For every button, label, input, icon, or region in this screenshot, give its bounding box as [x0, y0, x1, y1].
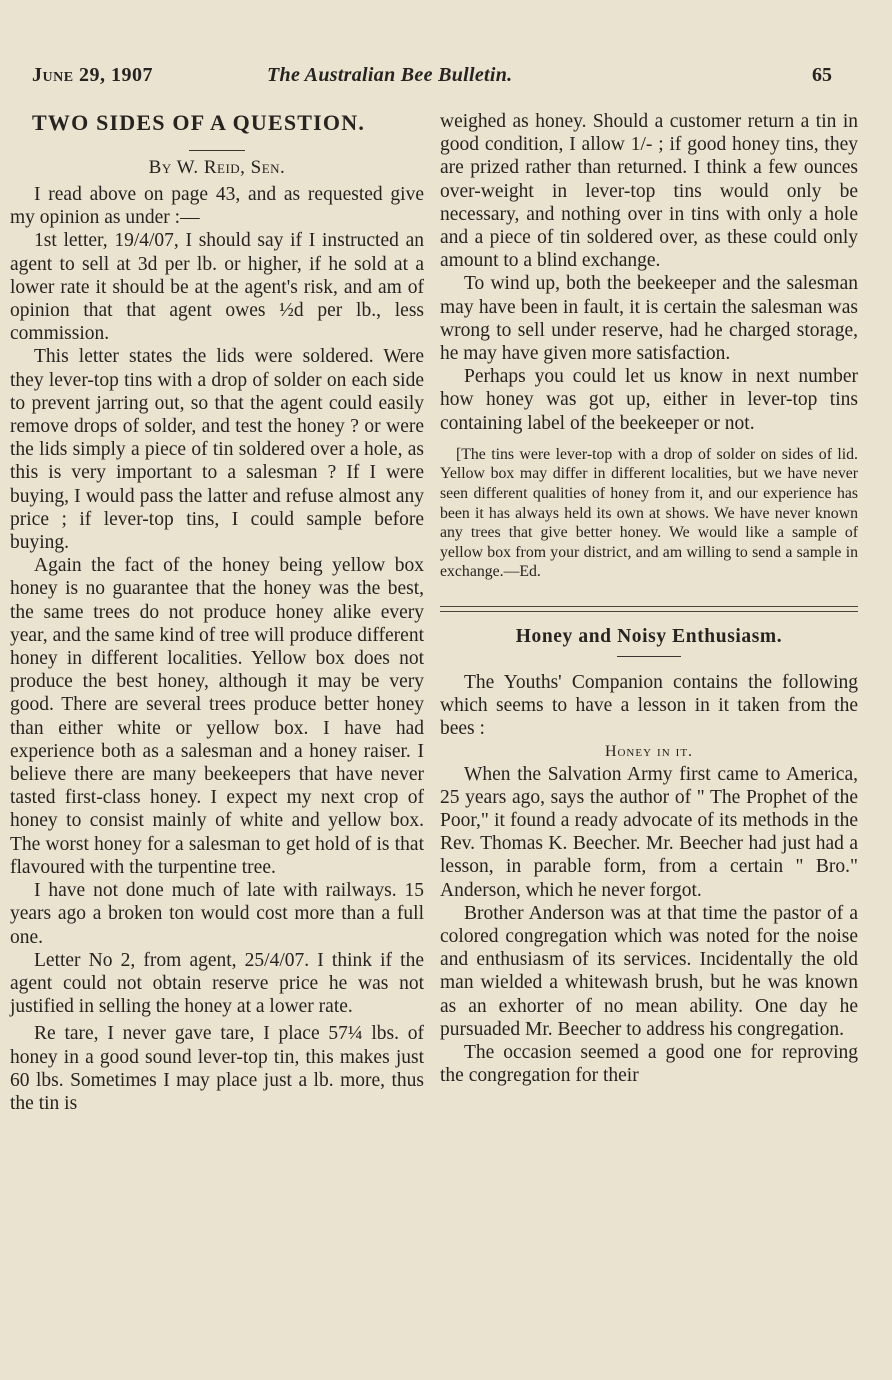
page-header [32, 64, 832, 94]
paragraph: The occasion seemed a good one for reproving the congregation for their [440, 1042, 858, 1087]
paragraph: The Youths' Companion contains the following which seems to have a lesson in it taken from the bees : [440, 672, 858, 740]
paragraph: When the Salvation Army first came to America, 25 years ago, says the author of " The Prophet of the Poor," it found a ready advocate of its methods in the Rev. Thomas K. Beecher. Mr. Beecher had just had a lesson, in parable form, from a certain " Bro." Anderson, which he never forgot. [440, 763, 858, 901]
page-number: 65 [812, 64, 832, 86]
left-column [10, 110, 424, 1115]
paragraph: I read above on page 43, and as requested give my opinion as under :— [10, 184, 424, 229]
title-rule [189, 150, 245, 151]
title-rule [617, 656, 681, 657]
paragraph: Brother Anderson was at that time the pastor of a colored congregation which was noted for the noise and enthusiasm of its services. Incidentally the old man wielded a whitewash brush, but he was known as an exhorter of no mean ability. One day he pursuaded Mr. Beecher to address his congregation. [440, 902, 858, 1040]
paragraph: This letter states the lids were soldered. Were they lever-top tins with a drop of solder on each side to prevent jarring out, so that the agent could easily remove drops of solder, and test the honey ? or were the lids simply a piece of tin soldered over a hole, as this is very important to a salesman ? If I were buying, I would pass the latter and refuse almost any price ; if lever-top tins, I could sample before buying. [10, 346, 424, 554]
article-title: Honey and Noisy Enthusiasm. [515, 626, 783, 647]
issue-date: June 29, 1907 [32, 64, 154, 86]
paragraph: 1st letter, 19/4/07, I should say if I instructed an agent to sell at 3d per lb. or higher, if he sold at a lower rate it should be at the agent's risk, and am of opinion that that agent owes ½d per lb., less commission. [10, 230, 424, 345]
section-divider [440, 606, 858, 612]
paragraph: To wind up, both the beekeeper and the salesman may have been in fault, it is certain the salesman was wrong to sell under reserve, had he charged storage, he may have given more satisfaction. [440, 273, 858, 365]
byline: By W. Reid, Sen. [148, 157, 286, 178]
publication-title: The Australian Bee Bulletin. [267, 64, 513, 86]
subheading: Honey in it. [604, 742, 694, 760]
paragraph-continued: Re tare, I never gave tare, I place 57¼ lbs. of honey in a good sound lever-top tin, this makes just 60 lbs. Sometimes I may place just a lb. more, thus the tin is [10, 1023, 424, 1114]
paragraph: Letter No 2, from agent, 25/4/07. I think if the agent could not obtain reserve price he was not justified in selling the honey at a lower rate. [10, 949, 424, 1018]
paragraph: I have not done much of late with railways. 15 years ago a broken ton would cost more than a full one. [10, 880, 424, 948]
editor-note: [The tins were lever-top with a drop of solder on sides of lid. Yellow box may differ in different localities, but we have never seen different qualities of honey from it, and our experience has been it has always held its own at shows. We have never known any trees that give better honey. We would like a sample of yellow box from your district, and am willing to send a sample in exchange.—Ed. [440, 445, 858, 581]
right-column [440, 110, 858, 1087]
paragraph: Again the fact of the honey being yellow box honey is no guarantee that the honey was the best, the same trees do not produce honey alike every year, and the same kind of tree will produce different honey in different localities. Yellow box does not produce the best honey, although it may be very good. There are several trees produce better honey than either white or yellow box. I have had experience both as a salesman and a honey raiser. I believe there are many beekeepers that have never tasted first-class honey. I expect my next crop of honey to consist mainly of white and yellow box. The worst honey for a salesman to get hold of is that flavoured with the turpentine tree. [10, 555, 424, 878]
paragraph: Perhaps you could let us know in next number how honey was got up, either in lever-top tins containing label of the beekeeper or not. [440, 366, 858, 434]
paragraph-continuation: weighed as honey. Should a customer return a tin in good condition, I allow 1/- ; if good honey tins, they are prized rather than returned. I think a few ounces over-weight in lever-top tins would only be necessary, and nothing over in tins with only a hole and a piece of tin soldered over, as these could only amount to a blind exchange. [440, 111, 858, 272]
article-title: TWO SIDES OF A QUESTION. [32, 110, 366, 135]
